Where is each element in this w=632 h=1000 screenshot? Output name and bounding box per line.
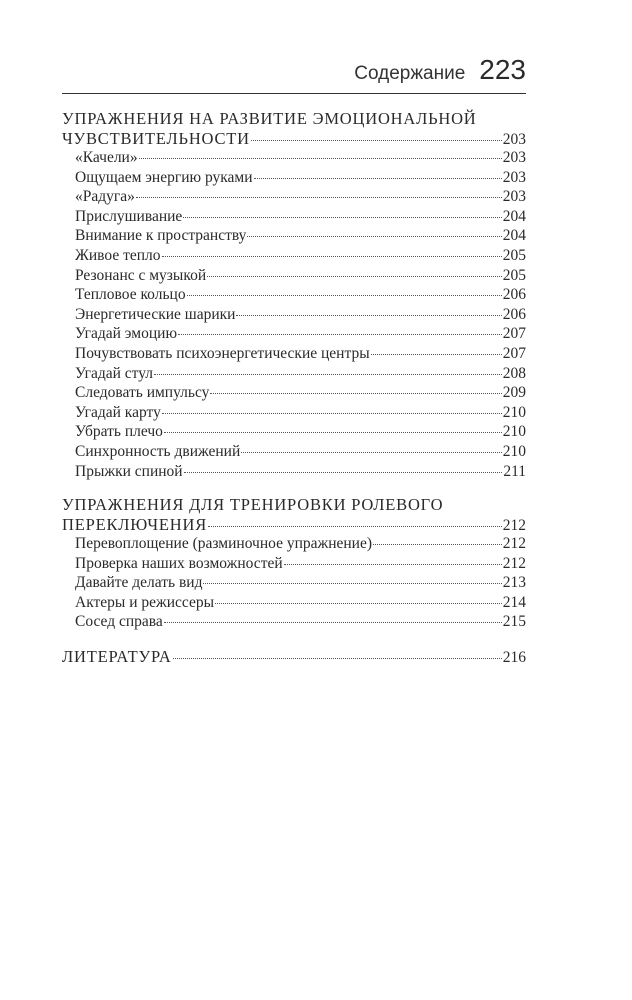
header-rule [62,93,526,94]
dot-leader [187,295,502,296]
toc-page-number: 207 [502,325,526,343]
toc-entry[interactable] [62,613,526,633]
dot-leader [162,413,502,414]
toc-page-number: 206 [502,305,526,323]
dot-leader [178,334,502,335]
toc-entry-label: Прыжки спиной [75,462,183,480]
toc-entry-label: Резонанс с музыкой [75,266,207,284]
toc-entry-label: Актеры и режиссеры [75,593,215,611]
toc-page-number: 212 [502,517,526,535]
toc-page-number: 205 [502,246,526,264]
toc-page-number: 209 [502,384,526,402]
toc-section-emotional-sensitivity [62,109,526,482]
toc-entry-label: Ощущаем энергию руками [75,168,253,186]
toc-entry-label: Угадай стул [75,364,154,382]
toc-page-number: 212 [502,535,526,553]
toc-entry-label: Давайте делать вид [75,574,203,592]
toc-section-title-line[interactable] [62,129,526,149]
toc-entry-label: Прислушивание [75,207,183,225]
toc-entry[interactable] [62,345,526,365]
toc-literature[interactable] [62,647,526,667]
table-of-contents [62,109,526,667]
dot-leader [184,472,503,473]
toc-literature-label: ЛИТЕРАТУРА [62,647,172,667]
dot-leader [210,393,501,394]
toc-page-number: 214 [502,593,526,611]
toc-entry[interactable] [62,384,526,404]
dot-leader [236,315,501,316]
toc-page-number: 210 [502,403,526,421]
dot-leader [247,236,501,237]
toc-entry-label: Живое тепло [75,246,161,264]
toc-entry[interactable] [62,208,526,228]
toc-page-number: 206 [502,286,526,304]
dot-leader [215,603,502,604]
dot-leader [284,564,502,565]
toc-entry[interactable] [62,267,526,287]
dot-leader [254,178,502,179]
toc-page-number: 203 [502,168,526,186]
toc-entry[interactable] [62,463,526,483]
toc-page-number: 211 [503,462,526,480]
dot-leader [173,658,502,659]
toc-entry-label: Угадай карту [75,403,161,421]
toc-section-title: УПРАЖНЕНИЯ ДЛЯ ТРЕНИРОВКИ РОЛЕВОГО [62,495,444,515]
dot-leader [203,583,501,584]
toc-page-number: 207 [502,344,526,362]
toc-section-title: УПРАЖНЕНИЯ НА РАЗВИТИЕ ЭМОЦИОНАЛЬНОЙ [62,109,477,128]
toc-section-role-switching [62,495,526,633]
toc-entry-label: «Качели» [75,149,138,166]
toc-entry-label: Синхронность движений [75,442,241,460]
section-spacer [62,486,526,495]
toc-entry[interactable] [62,306,526,326]
dot-leader [373,544,502,545]
dot-leader [136,197,502,198]
toc-entry-label: Убрать плечо [75,423,163,441]
toc-entry[interactable] [62,594,526,614]
toc-page-number: 216 [502,649,526,667]
toc-entry-label: Следовать импульсу [75,384,210,402]
dot-leader [251,140,502,141]
dot-leader [371,354,502,355]
toc-page-number: 210 [502,423,526,441]
toc-page-number: 203 [502,188,526,206]
toc-entry-label: Тепловое кольцо [75,286,186,304]
running-header-title: Содержание [354,63,466,84]
toc-entry[interactable] [62,555,526,575]
toc-entry[interactable] [62,535,526,555]
toc-page-number: 212 [502,554,526,572]
toc-entry[interactable] [62,188,526,208]
dot-leader [241,452,501,453]
section-spacer [62,637,526,647]
toc-page-number: 210 [502,442,526,460]
toc-page-number: 204 [502,207,526,225]
dot-leader [162,256,502,257]
toc-page-number: 208 [502,364,526,382]
toc-entry-label: Энергетические шарики [75,305,236,323]
toc-page-number: 215 [502,613,526,631]
toc-section-title-continued: ЧУВСТВИТЕЛЬНОСТИ [62,129,250,148]
dot-leader [183,217,501,218]
toc-entry-label: Перевоплощение (разминочное упражнение) [75,535,373,553]
running-header [0,54,526,86]
dot-leader [208,526,502,527]
page-number: 223 [479,54,526,85]
dot-leader [207,276,502,277]
toc-entry-label: «Радуга» [75,188,135,206]
toc-entry-label: Внимание к пространству [75,227,247,245]
toc-page-number: 213 [502,574,526,592]
toc-section-title-continued: ПЕРЕКЛЮЧЕНИЯ [62,515,208,535]
toc-entry[interactable] [62,286,526,306]
toc-page-number: 205 [502,266,526,284]
toc-entry[interactable] [62,365,526,385]
toc-entry[interactable] [62,227,526,247]
toc-entry[interactable] [62,149,526,169]
toc-entry[interactable] [62,423,526,443]
toc-page-number: 203 [502,131,526,148]
dot-leader [164,432,502,433]
toc-entry-label: Сосед справа [75,613,163,631]
toc-entry-label: Почувствовать психоэнергетические центры [75,344,370,362]
dot-leader [139,158,502,159]
toc-entry-label: Проверка наших возможностей [75,554,283,572]
toc-page-number: 203 [502,149,526,166]
toc-entry[interactable] [62,574,526,594]
toc-entry[interactable] [62,443,526,463]
toc-entry[interactable] [62,404,526,424]
toc-entry[interactable] [62,247,526,267]
toc-section-title-line[interactable] [62,515,526,535]
dot-leader [154,374,502,375]
dot-leader [164,622,502,623]
toc-entry[interactable] [62,325,526,345]
toc-page-number: 204 [502,227,526,245]
toc-entry-label: Угадай эмоцию [75,325,178,343]
toc-entry[interactable] [62,169,526,189]
